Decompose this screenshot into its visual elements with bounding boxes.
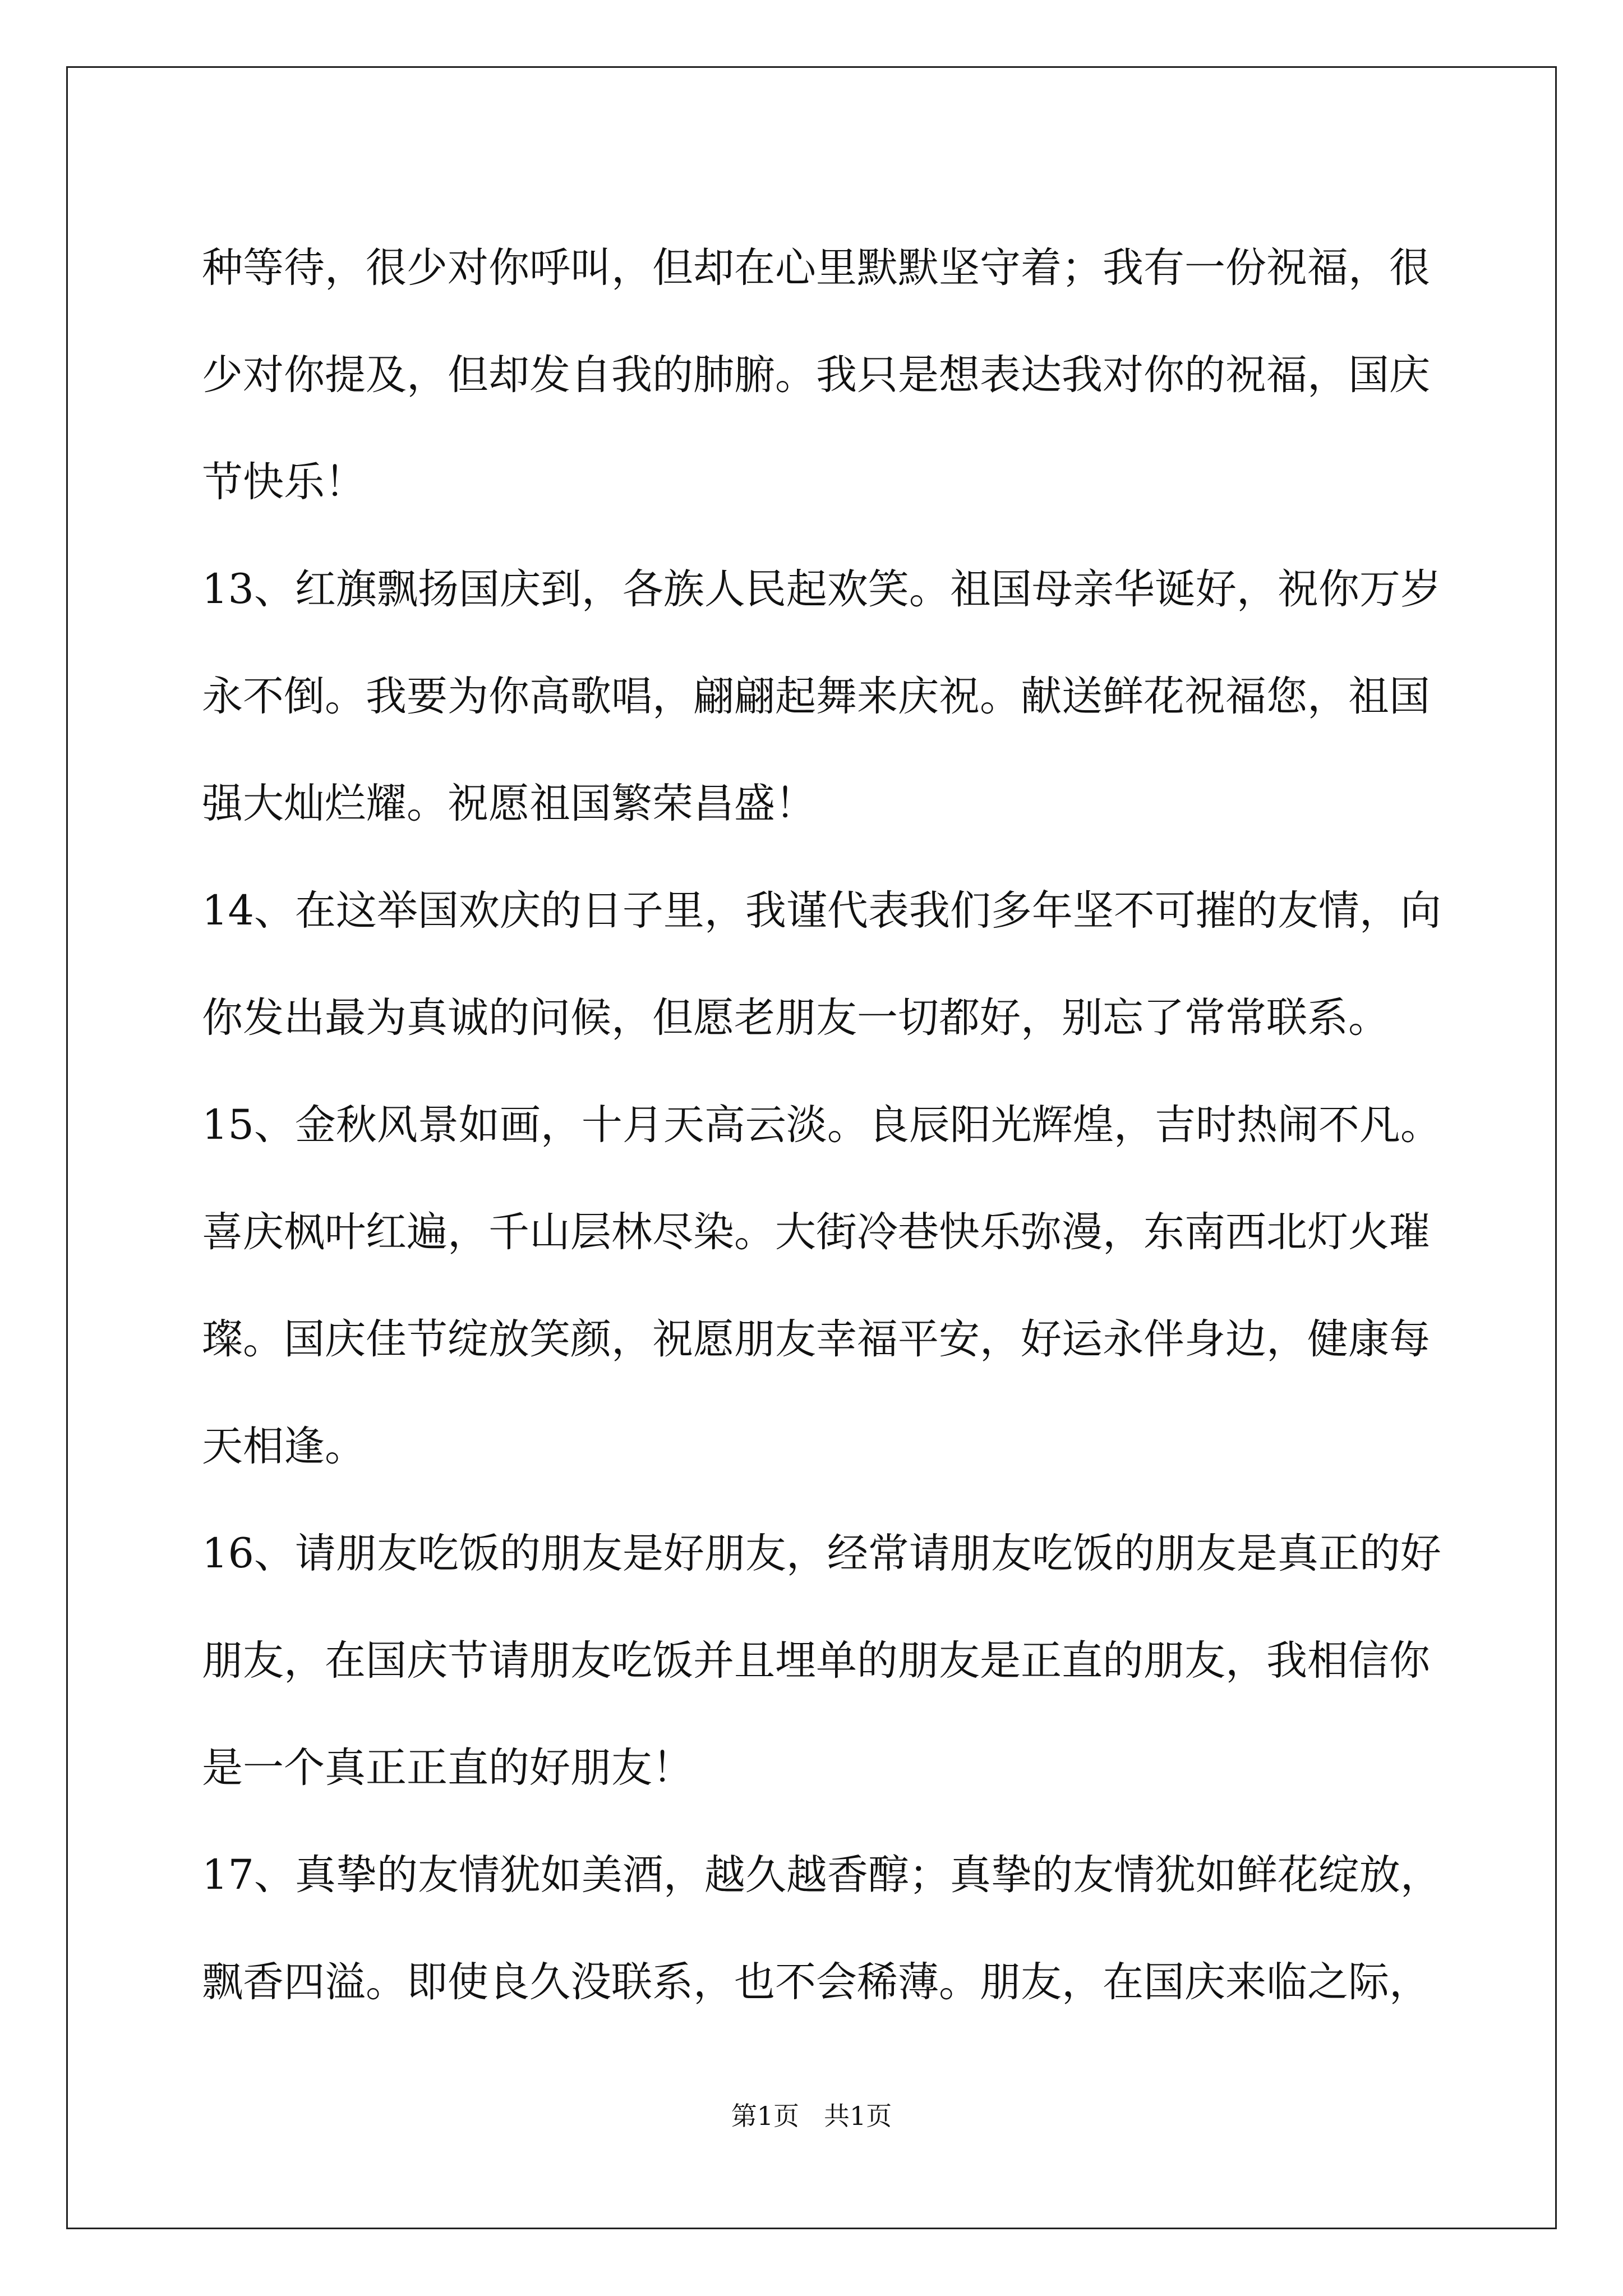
text-line: 喜庆枫叶红遍，千山层林尽染。大街冷巷快乐弥漫，东南西北灯火璀 xyxy=(202,1208,1430,1256)
text-line: 节快乐！ xyxy=(202,458,366,506)
text-line: 是一个真正正直的好朋友！ xyxy=(202,1744,693,1792)
text-line: 少对你提及，但却发自我的肺腑。我只是想表达我对你的祝福，国庆 xyxy=(202,351,1430,399)
text-line: 13、红旗飘扬国庆到，各族人民起欢笑。祖国母亲华诞好，祝你万岁 xyxy=(202,565,1441,613)
text-line: 种等待，很少对你呼叫，但却在心里默默坚守着；我有一份祝福，很 xyxy=(202,244,1430,292)
text-line: 璨。国庆佳节绽放笑颜，祝愿朋友幸福平安，好运永伴身边，健康每 xyxy=(202,1315,1430,1363)
page-number: 第1页 xyxy=(731,2101,800,2131)
document-body xyxy=(202,214,1441,2036)
text-line: 朋友，在国庆节请朋友吃饭并且埋单的朋友是正直的朋友，我相信你 xyxy=(202,1637,1430,1685)
text-line: 17、真挚的友情犹如美酒，越久越香醇；真挚的友情犹如鲜花绽放， xyxy=(202,1851,1441,1899)
text-line: 你发出最为真诚的问候，但愿老朋友一切都好，别忘了常常联系。 xyxy=(202,994,1389,1042)
text-line: 14、在这举国欢庆的日子里，我谨代表我们多年坚不可摧的友情，向 xyxy=(202,887,1441,935)
page-footer xyxy=(0,2099,1623,2133)
text-line: 飘香四溢。即使良久没联系，也不会稀薄。朋友，在国庆来临之际， xyxy=(202,1958,1430,2006)
text-line: 强大灿烂耀。祝愿祖国繁荣昌盛！ xyxy=(202,780,816,827)
text-line: 永不倒。我要为你高歌唱，翩翩起舞来庆祝。献送鲜花祝福您，祖国 xyxy=(202,673,1430,720)
text-line: 15、金秋风景如画，十月天高云淡。良辰阳光辉煌，吉时热闹不凡。 xyxy=(202,1101,1441,1149)
page-total: 共1页 xyxy=(823,2101,892,2131)
text-line: 16、请朋友吃饭的朋友是好朋友，经常请朋友吃饭的朋友是真正的好 xyxy=(202,1530,1441,1577)
text-line: 天相逢。 xyxy=(202,1423,366,1470)
